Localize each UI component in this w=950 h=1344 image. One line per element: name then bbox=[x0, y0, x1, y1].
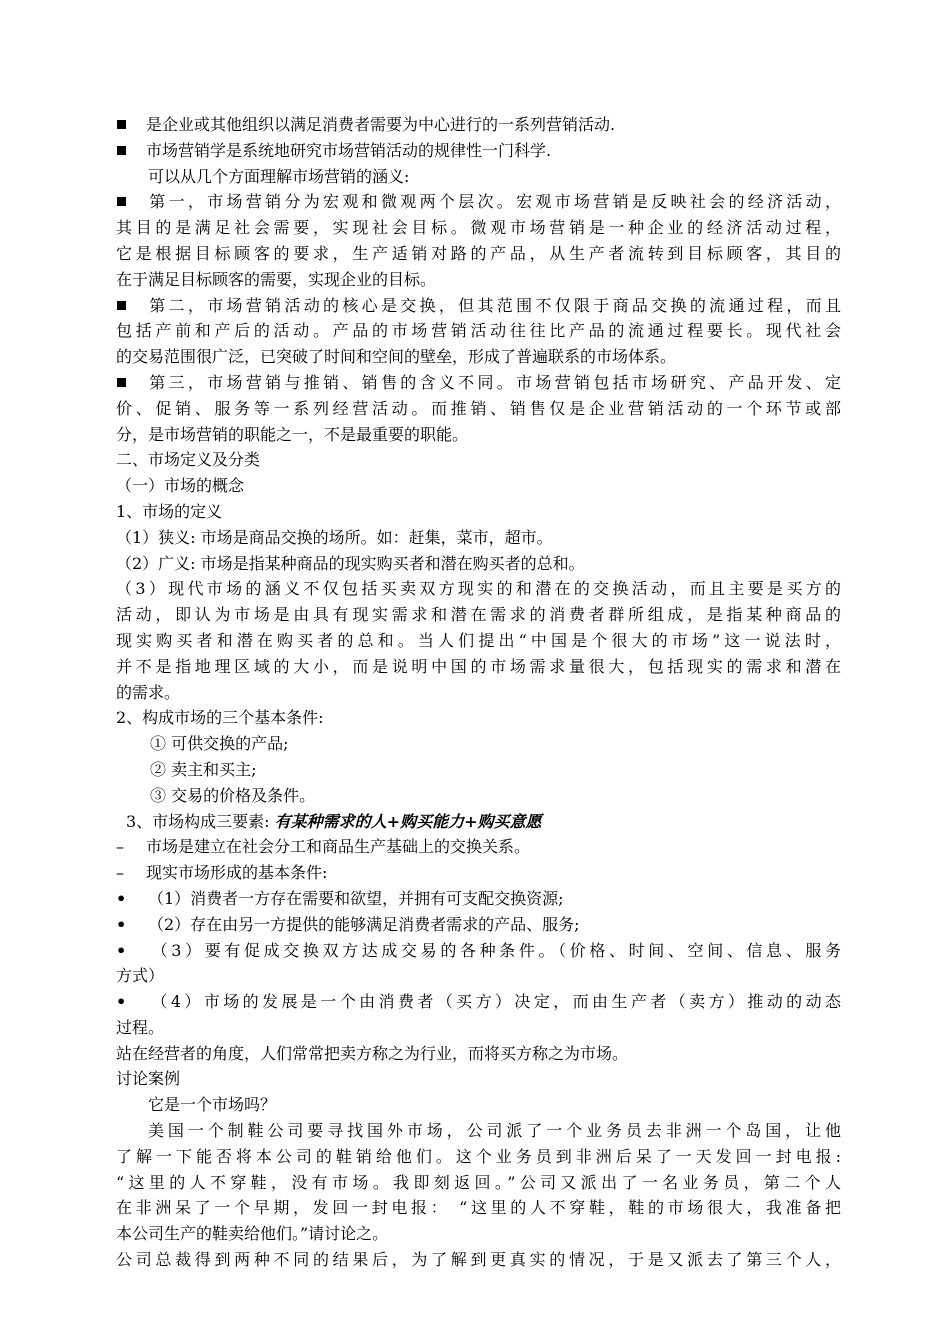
case-paragraph-line: 美国一个制鞋公司要寻找国外市场，公司派了一个业务员去非洲一个岛国，让他 bbox=[148, 1121, 841, 1141]
paragraph-line: 第三，市场营销与推销、销售的含义不同。市场营销包括市场研究、产品开发、定 bbox=[116, 370, 841, 396]
dash-bullet-icon: – bbox=[116, 863, 124, 883]
definition-line: 的需求。 bbox=[116, 682, 181, 702]
dot-bullet-icon: • bbox=[116, 914, 127, 934]
case-paragraph-line: 在非洲呆了一个早期，发回一封电报： “这里的人不穿鞋，鞋的市场很大，我准备把 bbox=[116, 1198, 841, 1218]
subsection-heading: （一）市场的概念 bbox=[116, 476, 245, 496]
section-heading: 二、市场定义及分类 bbox=[116, 450, 261, 470]
definition-line: 活动，即认为市场是由具有现实需求和潜在需求的消费者群所组成，是指某种商品的 bbox=[116, 605, 841, 625]
case-paragraph-line: 本公司生产的鞋卖给他们。”请讨论之。 bbox=[116, 1224, 389, 1244]
case-title: 讨论案例 bbox=[116, 1069, 181, 1089]
condition-item: ① 可供交换的产品; bbox=[150, 734, 289, 754]
bullet-line bbox=[116, 112, 841, 138]
dot-bullet-icon: • bbox=[116, 992, 127, 1012]
paragraph-line: 包括产前和产后的活动。产品的市场营销活动往往比产品的流通过程要长。现代社会 bbox=[116, 321, 841, 341]
paragraph-line: 其目的是满足社会需要，实现社会目标。微观市场营销是一种企业的经济活动过程， bbox=[116, 218, 841, 238]
square-bullet-icon bbox=[116, 112, 146, 138]
bullet-text: 市场营销学是系统地研究市场营销活动的规律性一门科学. bbox=[146, 140, 552, 160]
dash-bullet-icon: – bbox=[116, 837, 124, 857]
bullet-line bbox=[116, 138, 841, 164]
definition-line: （2）广义: 市场是指某种商品的现实购买者和潜在购买者的总和。 bbox=[116, 553, 585, 573]
paragraph-line: 第二，市场营销活动的核心是交换，但其范围不仅限于商品交换的流通过程，而且 bbox=[116, 293, 841, 319]
condition-item: ② 卖主和买主; bbox=[150, 759, 257, 779]
paragraph-line: 的交易范围很广泛，已突破了时间和空间的壁垒，形成了普遍联系的市场体系。 bbox=[116, 347, 677, 367]
bullet-text: 是企业或其他组织以满足消费者需要为中心进行的一系列营销活动. bbox=[146, 115, 616, 134]
square-bullet-icon bbox=[116, 293, 146, 319]
dot-line: • （1）消费者一方存在需要和欲望，并拥有可支配交换资源; bbox=[116, 886, 841, 912]
dot-bullet-icon: • bbox=[116, 940, 127, 960]
definition-line: 现实购买者和潜在购买者的总和。当人们提出“中国是个很大的市场”这一说法时， bbox=[116, 630, 841, 650]
dot-line-cont: 方式） bbox=[116, 966, 165, 986]
definition-line: （3）现代市场的涵义不仅包括买卖双方现实的和潜在的交换活动，而且主要是买方的 bbox=[116, 579, 841, 599]
document-body bbox=[116, 112, 841, 1273]
definition-line: （1）狭义: 市场是商品交换的场所。如：赶集，菜市，超市。 bbox=[116, 527, 553, 547]
paragraph-line: 分，是市场营销的职能之一，不是最重要的职能。 bbox=[116, 424, 469, 444]
square-bullet-icon bbox=[116, 189, 146, 215]
paragraph-line: 在于满足目标顾客的需要，实现企业的目标。 bbox=[116, 269, 437, 289]
case-question: 它是一个市场吗？ bbox=[148, 1095, 277, 1115]
closing-line: 公司总裁得到两种不同的结果后，为了解到更真实的情况，于是又派去了第三个人， bbox=[116, 1250, 841, 1270]
dash-line: – 现实市场形成的基本条件: bbox=[116, 860, 841, 886]
definition-line: 并不是指地理区域的大小，而是说明中国的市场需求量很大，包括现实的需求和潜在 bbox=[116, 656, 841, 676]
elements-keywords: 有某种需求的人+购买能力+购买意愿 bbox=[274, 811, 542, 831]
paragraph-line: 价、促销、服务等一系列经营活动。而推销、销售仅是企业营销活动的一个环节或部 bbox=[116, 398, 841, 418]
dot-line: • （3）要有促成交换双方达成交易的各种条件。（价格、时间、空间、信息、服务 bbox=[116, 938, 841, 964]
intro-line: 可以从几个方面理解市场营销的涵义: bbox=[148, 166, 410, 186]
square-bullet-icon bbox=[116, 138, 146, 164]
dot-line-cont: 过程。 bbox=[116, 1017, 165, 1037]
dot-line: • （2）存在由另一方提供的能够满足消费者需求的产品、服务; bbox=[116, 912, 841, 938]
case-paragraph-line: 了解一下能否将本公司的鞋销给他们。这个业务员到非洲后呆了一天发回一封电报: bbox=[116, 1146, 841, 1166]
dash-line: – 市场是建立在社会分工和商品生产基础上的交换关系。 bbox=[116, 834, 841, 860]
case-paragraph-line: “这里的人不穿鞋，没有市场。我即刻返回。”公司又派出了一名业务员，第二个人 bbox=[116, 1172, 841, 1192]
dot-line: • （4）市场的发展是一个由消费者（买方）决定，而由生产者（卖方）推动的动态 bbox=[116, 989, 841, 1015]
square-bullet-icon bbox=[116, 370, 146, 396]
item-heading: 3、市场构成三要素: 有某种需求的人+购买能力+购买意愿 bbox=[126, 811, 542, 831]
item-heading: 2、构成市场的三个基本条件: bbox=[116, 708, 324, 728]
condition-item: ③ 交易的价格及条件。 bbox=[150, 785, 316, 805]
dot-bullet-icon: • bbox=[116, 888, 127, 908]
paragraph-line: 第一，市场营销分为宏观和微观两个层次。宏观市场营销是反映社会的经济活动， bbox=[116, 189, 841, 215]
item-heading: 1、市场的定义 bbox=[116, 501, 223, 521]
paragraph-line: 它是根据目标顾客的要求，生产适销对路的产品，从生产者流转到目标顾客，其目的 bbox=[116, 243, 841, 263]
summary-line: 站在经营者的角度，人们常常把卖方称之为行业，而将买方称之为市场。 bbox=[116, 1043, 629, 1063]
